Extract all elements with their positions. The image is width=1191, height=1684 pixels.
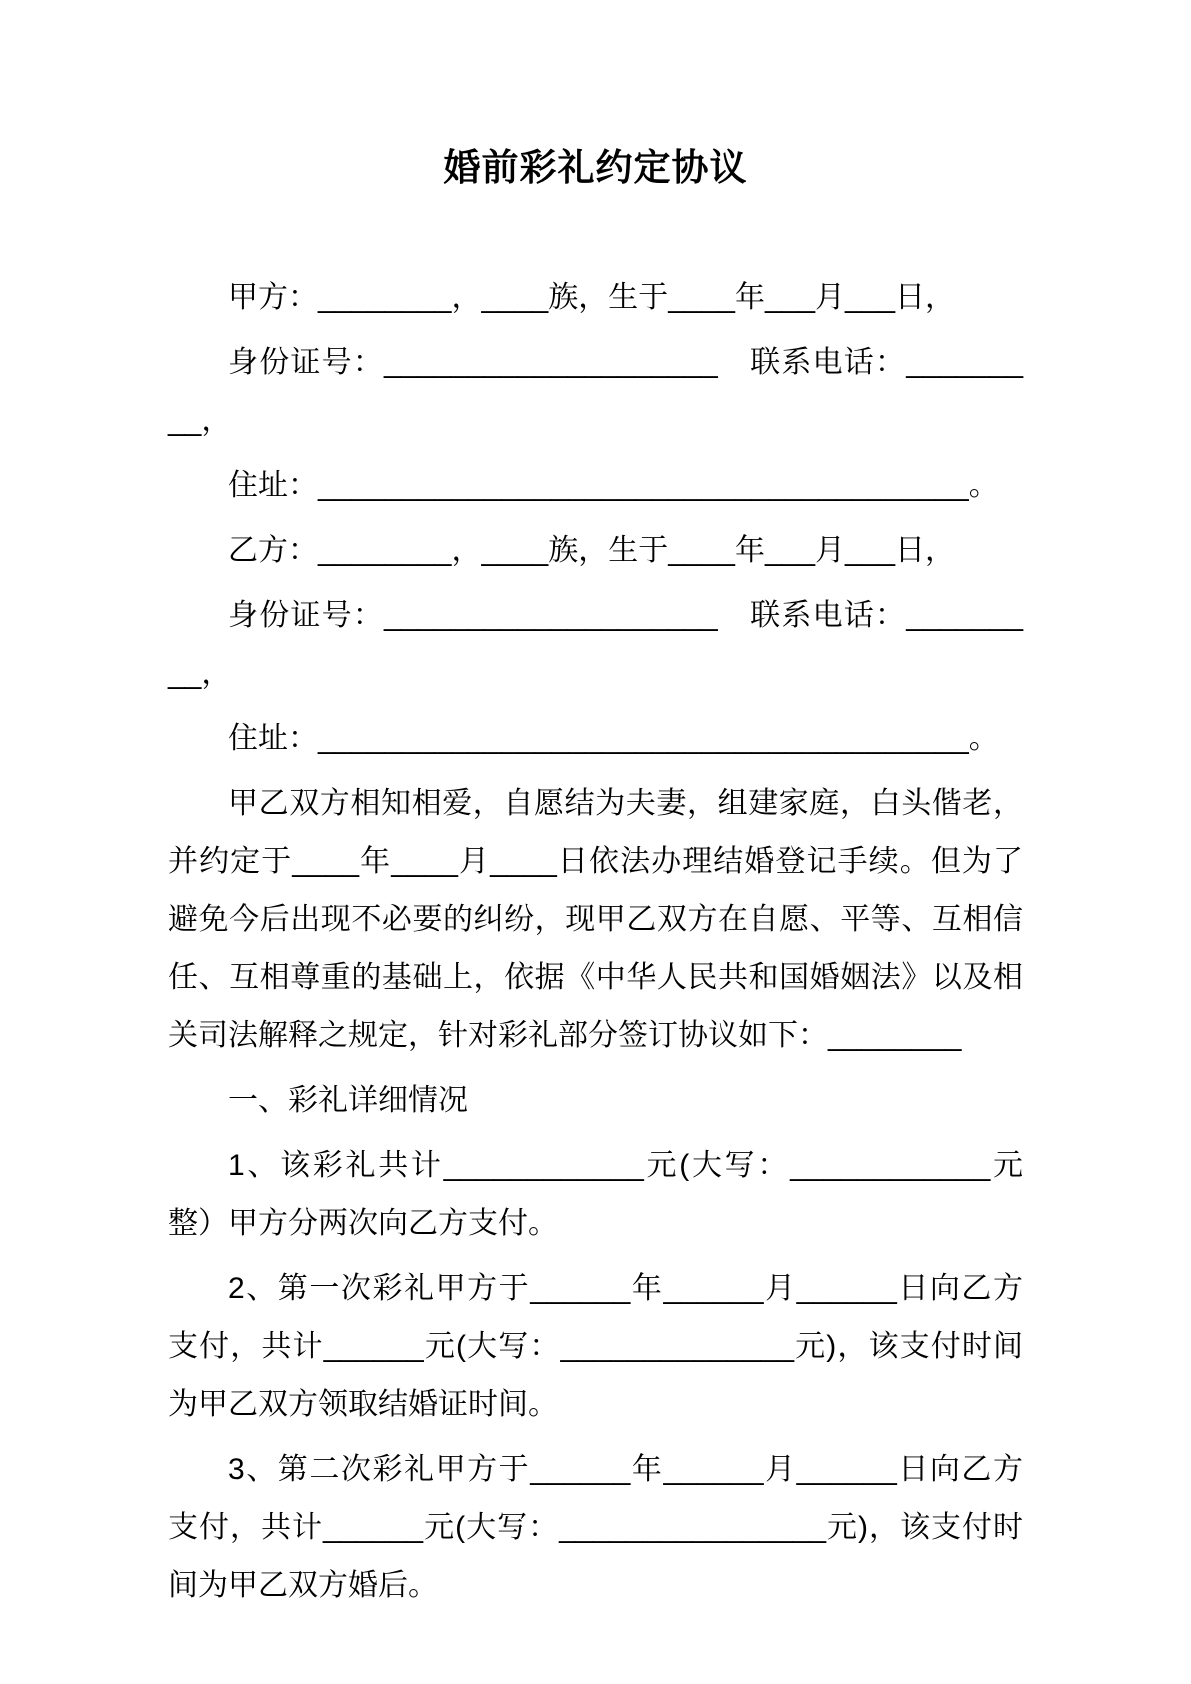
preamble-paragraph: 甲乙双方相知相爱，自愿结为夫妻，组建家庭，白头偕老，并约定于____年____月____日依法办理结婚登记手续。但为了避免今后出现不必要的纠纷，现甲乙双方在自愿、平等、互相信任、互相尊重的基础上，依据《中华人民共和国婚姻法》以及相关司法解释之规定，针对彩礼部分签订协议如下：________ [168, 787, 1023, 1052]
document-title: 婚前彩礼约定协议 [443, 147, 748, 188]
section-1-heading: 一、彩礼详细情况 [228, 1084, 468, 1117]
party-b-address-line: 住址：_______________________________________。 [228, 722, 999, 755]
section-1-clause-3: 3、第二次彩礼甲方于______年______月______日向乙方支付，共计______元(大写：________________元)，该支付时间为甲乙双方婚后。 [168, 1453, 1023, 1602]
party-a-address-line: 住址：_______________________________________。 [228, 469, 999, 502]
section-1-clause-1: 1、该彩礼共计____________元(大写：____________元整）甲方分两次向乙方支付。 [168, 1149, 1023, 1240]
party-a-identity-line: 甲方：________，____族，生于____年___月___日， [228, 281, 956, 314]
party-b-id-phone-line: 身份证号：____________________ 联系电话：_________， [168, 599, 1023, 690]
party-b-identity-line: 乙方：________，____族，生于____年___月___日， [228, 534, 956, 567]
section-1-clause-2: 2、第一次彩礼甲方于______年______月______日向乙方支付，共计______元(大写：______________元)，该支付时间为甲乙双方领取结婚证时间。 [168, 1272, 1023, 1421]
party-a-id-phone-line: 身份证号：____________________ 联系电话：_________， [168, 346, 1023, 437]
document-body [168, 269, 1023, 1615]
